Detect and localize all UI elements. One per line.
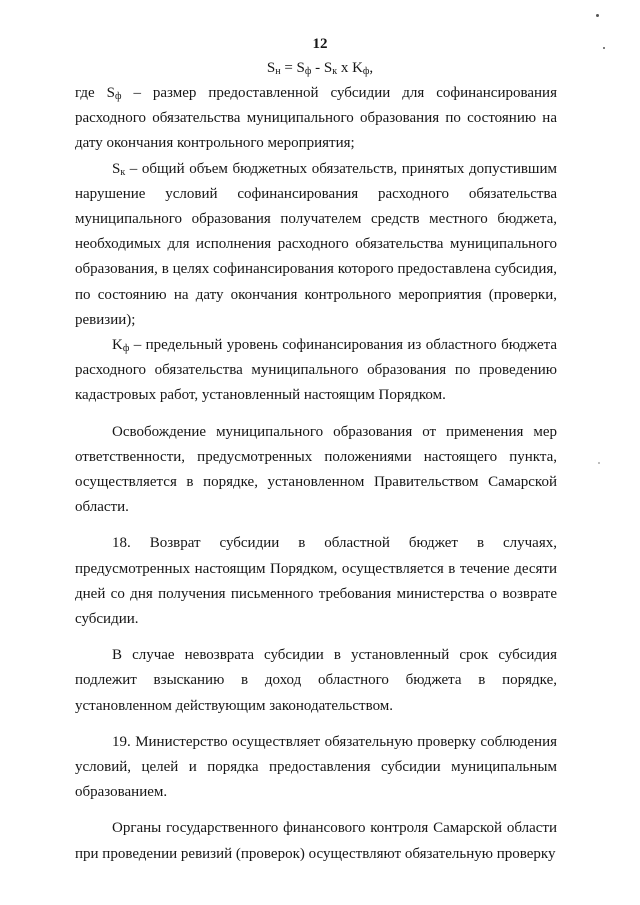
formula-term-3-sub: ф <box>362 66 370 77</box>
paragraph-non-return: В случае невозврата субсидии в установленный срок субсидия подлежит взысканию в доход областного бюджета в порядке, установленном действующим законодательством. <box>75 647 557 714</box>
formula-minus: - <box>311 60 324 76</box>
paragraph-exemption: Освобождение муниципального образования от применения мер ответственности, предусмотренных положениями настоящего пункта, осуществляется в порядке, установленном Правительством Самарской области. <box>75 423 557 516</box>
formula-term-1: S <box>296 60 305 76</box>
formula-term-1-sub: ф <box>304 66 312 77</box>
paragraph-control-bodies: Органы государственного финансового контроля Самарской области при проведении ревизий (проверок) осуществляют обязательную проверку <box>75 820 557 862</box>
paragraph-sk-sub: к <box>120 166 126 178</box>
page-number: 12 <box>312 36 328 52</box>
formula-term-2-sub: к <box>332 66 338 77</box>
paragraph-kf-pre: K <box>112 337 123 354</box>
formula-term-2: S <box>323 60 333 76</box>
paragraph-where-sf-sub: ф <box>115 91 122 102</box>
formula-eq: = <box>280 60 297 76</box>
formula-times: x <box>337 60 353 76</box>
scan-speck <box>596 14 599 17</box>
formula-lhs-sub: н <box>275 66 281 77</box>
body-text <box>75 81 557 867</box>
formula-end: , <box>369 60 374 76</box>
paragraph-where-sf-text: – размер предоставленной субсидии для софинансирования расходного обязательства муниципального образования по состоянию на дату окончания контрольного мероприятия; <box>75 85 557 152</box>
formula-term-3: K <box>352 60 363 76</box>
paragraph-sk-pre: S <box>112 160 121 177</box>
formula <box>0 58 640 82</box>
paragraph-kf-text: – предельный уровень софинансирования из областного бюджета расходного обязательства муниципального образования по проведению кадастровых работ, установленный настоящим Порядком. <box>75 337 557 404</box>
paragraph-18: 18. Возврат субсидии в областной бюджет в случаях, предусмотренных настоящим Порядком, осуществляется в течение десяти дней со дня получения письменного требования министерства о возврате субсидии. <box>75 535 557 628</box>
formula-lhs: S <box>266 60 276 76</box>
paragraph-where-sf-pre: где S <box>75 85 115 101</box>
paragraph-kf-sub: ф <box>122 343 130 355</box>
scan-speck <box>603 47 605 49</box>
paragraph-where-sf <box>75 81 557 157</box>
paragraph-kf <box>75 333 557 409</box>
scan-speck <box>598 462 600 464</box>
paragraph-sk <box>75 157 557 333</box>
paragraph-sk-text: – общий объем бюджетных обязательств, принятых допустившим нарушение условий софинансирования расходного обязательства муниципального образования получателем средств местного бюджета, необходимых для исполнения расходного обязательства муниципального образования, в целях софинансирования которого предоставлена субсидия, по состоянию на дату окончания контрольного мероприятия (проверки, ревизии); <box>75 160 557 328</box>
paragraph-19: 19. Министерство осуществляет обязательную проверку соблюдения условий, целей и порядка предоставления субсидии муниципальным образованием. <box>75 733 557 801</box>
